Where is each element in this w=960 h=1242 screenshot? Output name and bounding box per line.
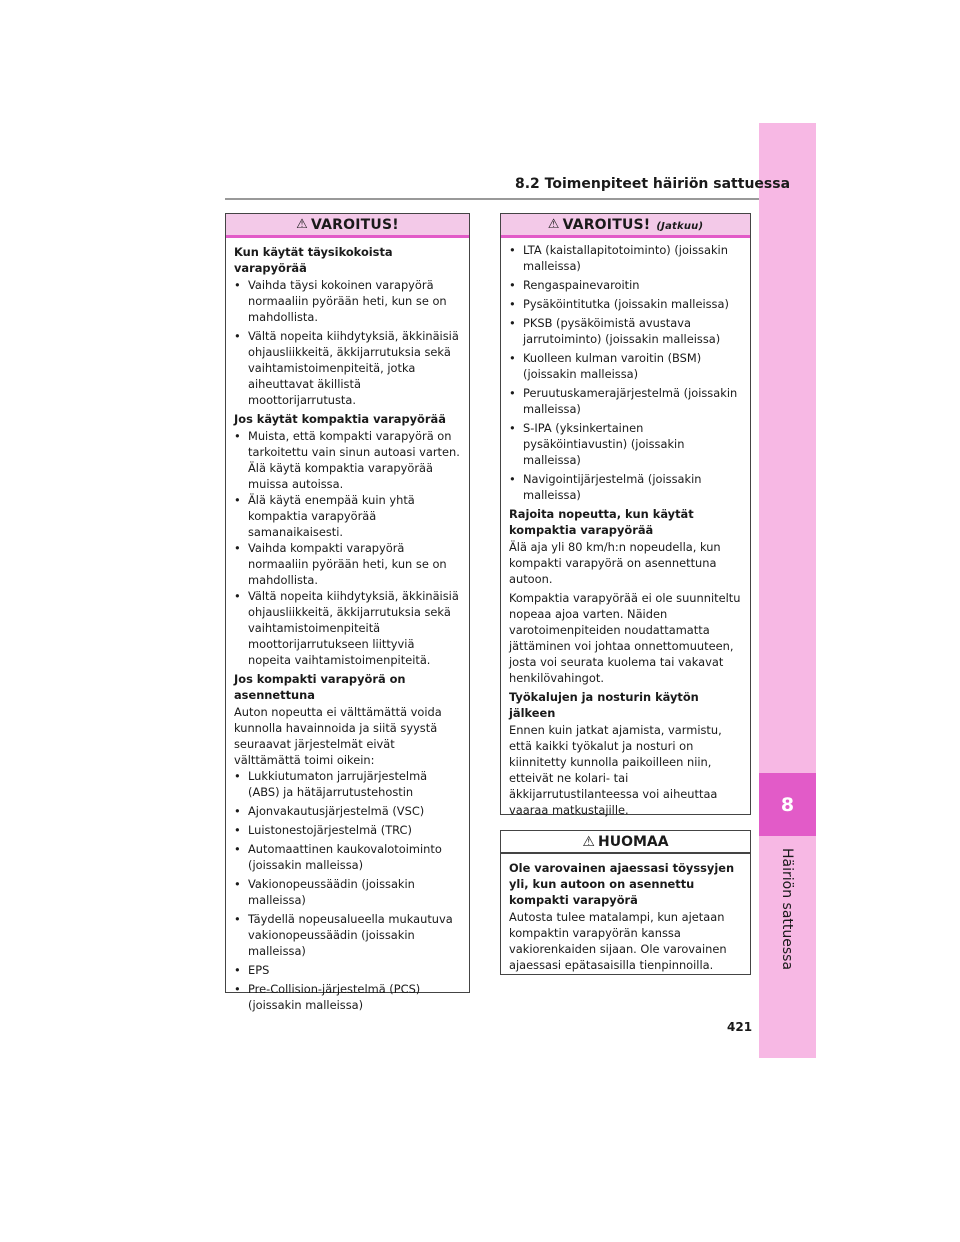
- running-head: 8.2 Toimenpiteet häiriön sattuessa: [515, 176, 791, 192]
- list-item: • Älä käytä enempää kuin yhtä kompaktia varapyörää samanaikaisesti.: [234, 493, 415, 539]
- list-item: • Vältä nopeita kiihdytyksiä, äkkinäisiä ohjausliikkeitä, äkkijarrutuksia sekä vaihtamistoimenpiteitä moottorijarrutukseen liittyviä nopeita vaihtamistoimenpiteitä.: [234, 589, 459, 667]
- notice-triangle-icon: ⚠: [582, 833, 595, 850]
- chapter-title: Häiriön sattuessa: [779, 848, 795, 971]
- list-item: • Muista, että kompakti varapyörä on tarkoitettu vain sinun autoasi varten. Älä käytä kompaktia varapyörää muissa autoissa.: [234, 429, 460, 491]
- section-heading: Jos kompakti varapyörä on asennettuna: [234, 672, 406, 702]
- paragraph: Ennen kuin jatkat ajamista, varmistu, että kaikki työkalut ja nosturi on kiinnitetty kunnolla paikoilleen niin, etteivät ne kolari- tai äkkijarrutustilanteessa voi aiheuttaa vaaraa matkustajille.: [509, 723, 722, 817]
- list-item: • Vaihda täysi kokoinen varapyörä normaaliin pyörään heti, kun se on mahdollista.: [234, 278, 447, 324]
- continued-label: (Jatkuu): [656, 220, 704, 232]
- page-number: 421: [727, 1020, 753, 1034]
- notice-box: [500, 830, 751, 975]
- list-item: • Rengaspainevaroitin: [509, 278, 640, 292]
- list-item: • Navigointijärjestelmä (joissakin malleissa): [509, 472, 702, 502]
- section-heading: Rajoita nopeutta, kun käytät kompaktia varapyörää: [509, 507, 694, 537]
- list-item: • Luistonestojärjestelmä (TRC): [234, 823, 412, 837]
- section-heading: Kun käytät täysikokoista varapyörää: [234, 245, 393, 275]
- notice-header: [501, 831, 750, 854]
- section-heading: Työkalujen ja nosturin käytön jälkeen: [509, 690, 699, 720]
- paragraph: Auton nopeutta ei välttämättä voida kunnolla havainnoida ja siitä syystä seuraavat järjestelmät eivät välttämättä toimi oikein:: [234, 705, 442, 767]
- list-item: • Ajonvakautusjärjestelmä (VSC): [234, 804, 425, 818]
- list-item: • Kuolleen kulman varoitin (BSM) (joissakin malleissa): [509, 351, 702, 381]
- warning-header: [226, 214, 469, 238]
- list-item: • PKSB (pysäköimistä avustava jarrutoiminto) (joissakin malleissa): [509, 316, 721, 346]
- chapter-number: 8: [759, 773, 816, 836]
- list-item: • Vältä nopeita kiihdytyksiä, äkkinäisiä ohjausliikkeitä, äkkijarrutuksia sekä vaihtamistoimenpiteitä, jotka aiheuttavat äkillistä moottorijarrutusta.: [234, 329, 459, 407]
- list-item: • Peruutuskamerajärjestelmä (joissakin malleissa): [509, 386, 738, 416]
- notice-title: HUOMAA: [597, 833, 669, 850]
- notice-paragraph: Autosta tulee matalampi, kun ajetaan kompaktin varapyörän kanssa vakiorenkaiden sijaan. Ole varovainen ajaessasi epätasaisilla tienpinnoilla.: [509, 910, 727, 972]
- section-heading: Jos käytät kompaktia varapyörää: [234, 412, 446, 426]
- list-item: • S-IPA (yksinkertainen pysäköintiavustin) (joissakin malleissa): [509, 421, 685, 467]
- warning-title: VAROITUS!: [311, 216, 399, 233]
- warning-box-right: [500, 213, 751, 815]
- warning-box-left: [225, 213, 470, 1012]
- list-item: • Vaihda kompakti varapyörä normaaliin pyörään heti, kun se on mahdollista.: [234, 541, 447, 587]
- list-item: • EPS: [234, 963, 270, 977]
- notice-heading: Ole varovainen ajaessasi töyssyjen yli, kun autoon on asennettu kompakti varapyörä: [509, 861, 735, 907]
- chapter-side-tab: [759, 123, 816, 1058]
- list-item: • Automaattinen kaukovalotoiminto (joissakin malleissa): [234, 842, 442, 872]
- list-item: • LTA (kaistallapitotoiminto) (joissakin malleissa): [509, 243, 728, 273]
- list-item: • Lukkiutumaton jarrujärjestelmä (ABS) ja hätäjarrutustehostin: [234, 769, 428, 799]
- list-item: • Täydellä nopeusalueella mukautuva vakionopeussäädin (joissakin malleissa): [234, 912, 453, 958]
- warning-title: VAROITUS!: [562, 216, 651, 233]
- warning-triangle-icon: ⚠: [547, 217, 560, 232]
- list-item: • Vakionopeussäädin (joissakin malleissa): [234, 877, 415, 907]
- paragraph: Kompaktia varapyörää ei ole suunniteltu nopeaa ajoa varten. Näiden varotoimenpiteiden noudattamatta jättäminen voi johtaa onnettomuuteen, josta voi seurata kuolema tai vakavat henkilövahingot.: [509, 591, 741, 685]
- list-item: • Pre-Collision-järjestelmä (PCS) (joissakin malleissa): [234, 982, 421, 1012]
- warning-header: [501, 214, 750, 238]
- paragraph: Älä aja yli 80 km/h:n nopeudella, kun kompakti varapyörä on asennettuna autoon.: [509, 540, 721, 586]
- list-item: • Pysäköintitutka (joissakin malleissa): [509, 297, 729, 311]
- header-rule: [225, 198, 759, 200]
- warning-triangle-icon: ⚠: [296, 217, 309, 232]
